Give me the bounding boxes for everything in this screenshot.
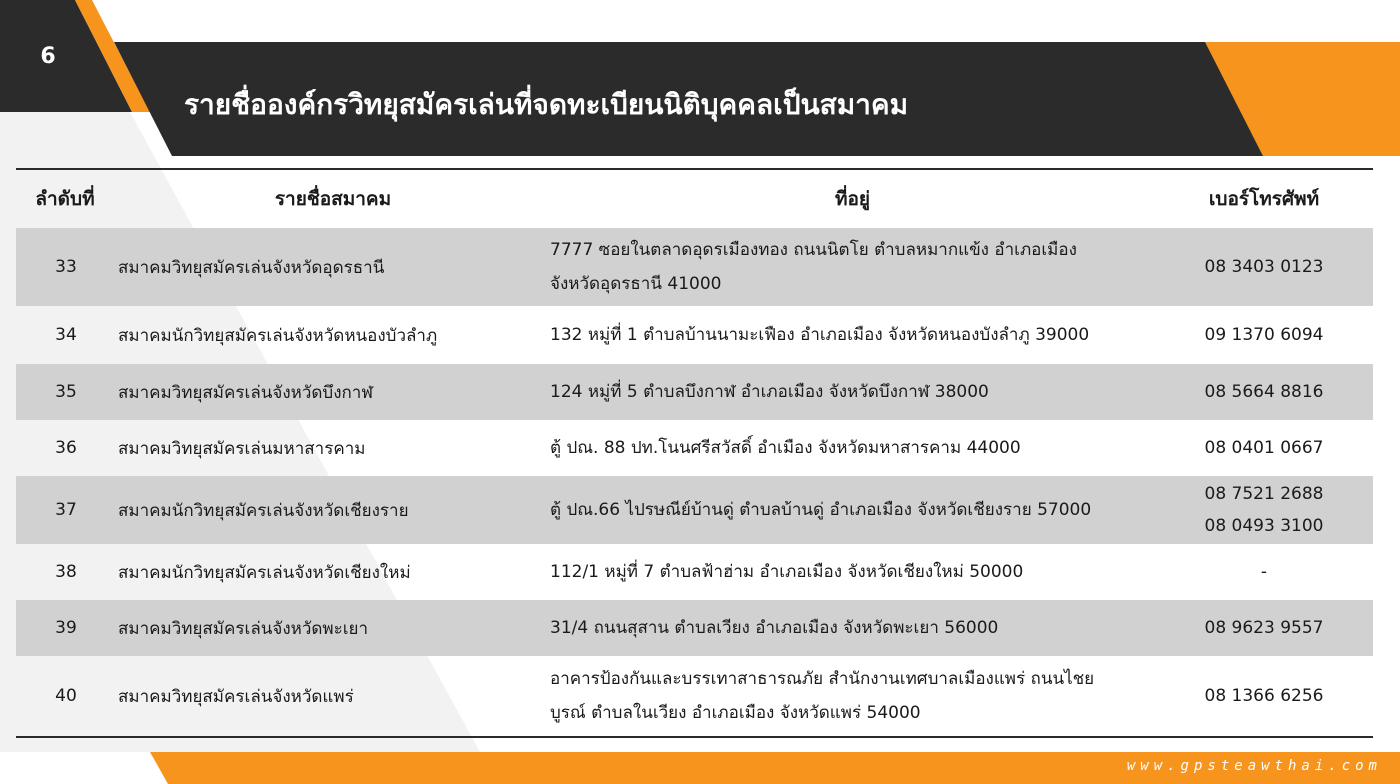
table-row — [16, 476, 1373, 544]
watermark: www.gpsteawthai.com — [1126, 758, 1382, 774]
row-number: 38 — [55, 562, 77, 582]
address-line: ตู้ ปณ. 88 ปท.โนนศรีสวัสดิ์ อำเมือง จังหวัดมหาสารคาม 44000 — [550, 438, 1021, 458]
row-number: 33 — [55, 257, 77, 277]
row-number: 35 — [55, 382, 77, 402]
table-row — [16, 544, 1373, 600]
phone-line: 08 0493 3100 — [1204, 516, 1324, 536]
header-number: ลำดับที่ — [35, 188, 95, 210]
association-address — [550, 431, 1155, 465]
row-number: 37 — [55, 500, 77, 520]
phone-number — [1155, 612, 1373, 644]
phone-line: 09 1370 6094 — [1204, 325, 1324, 345]
address-line: ตู้ ปณ.66 ไปรษณีย์บ้านดู่ ตำบลบ้านดู่ อำเภอเมือง จังหวัดเชียงราย 57000 — [550, 500, 1092, 520]
association-name: สมาคมวิทยุสมัครเล่นมหาสารคาม — [118, 438, 366, 459]
association-name: สมาคมนักวิทยุสมัครเล่นจังหวัดเชียงใหม่ — [118, 562, 411, 583]
page-title: รายชื่อองค์กรวิทยุสมัครเล่นที่จดทะเบียนนิติบุคคลเป็นสมาคม — [184, 88, 909, 121]
association-address — [550, 233, 1155, 301]
phone-line: 08 5664 8816 — [1204, 382, 1324, 402]
phone-line: - — [1260, 562, 1268, 582]
header-name: รายชื่อสมาคม — [274, 188, 392, 210]
association-address — [550, 662, 1155, 730]
address-line: จังหวัดอุดรธานี 41000 — [550, 274, 722, 294]
row-number: 36 — [55, 438, 77, 458]
row-number: 34 — [55, 325, 77, 345]
row-number: 39 — [55, 618, 77, 638]
table-row — [16, 420, 1373, 476]
address-line: 124 หมู่ที่ 5 ตำบลบึงกาฬ อำเภอเมือง จังหวัดบึงกาฬ 38000 — [550, 382, 989, 402]
page-number: 6 — [40, 44, 56, 69]
table-body — [16, 228, 1373, 736]
phone-line: 08 7521 2688 — [1204, 484, 1324, 504]
address-line: 31/4 ถนนสุสาน ตำบลเวียง อำเภอเมือง จังหวัดพะเยา 56000 — [550, 618, 999, 638]
phone-line: 08 0401 0667 — [1204, 438, 1324, 458]
address-line: 7777 ซอยในตลาดอุดรเมืองทอง ถนนนิตโย ตำบลหมากแข้ง อำเภอเมือง — [550, 240, 1077, 260]
association-name: สมาคมวิทยุสมัครเล่นจังหวัดพะเยา — [118, 618, 369, 639]
address-line: 132 หมู่ที่ 1 ตำบลบ้านนามะเฟือง อำเภอเมือง จังหวัดหนองบังลำภู 39000 — [550, 325, 1090, 345]
row-number: 40 — [55, 686, 77, 706]
association-address — [550, 375, 1155, 409]
phone-number — [1155, 478, 1373, 542]
phone-number — [1155, 680, 1373, 712]
table-row — [16, 600, 1373, 656]
table-row — [16, 228, 1373, 306]
phone-line: 08 9623 9557 — [1204, 618, 1324, 638]
phone-line: 08 3403 0123 — [1204, 257, 1324, 277]
association-address — [550, 318, 1155, 352]
table-row — [16, 306, 1373, 364]
association-address — [550, 611, 1155, 645]
association-address — [550, 493, 1155, 527]
phone-number — [1155, 556, 1373, 588]
table-header — [16, 170, 1373, 228]
address-line: 112/1 หมู่ที่ 7 ตำบลฟ้าฮ่าม อำเภอเมือง จังหวัดเชียงใหม่ 50000 — [550, 562, 1024, 582]
header-address: ที่อยู่ — [834, 188, 871, 210]
phone-number — [1155, 251, 1373, 283]
association-table — [16, 168, 1373, 738]
table-row — [16, 656, 1373, 736]
association-name: สมาคมนักวิทยุสมัครเล่นจังหวัดเชียงราย — [118, 500, 409, 521]
table-row — [16, 364, 1373, 420]
phone-line: 08 1366 6256 — [1204, 686, 1324, 706]
association-name: สมาคมวิทยุสมัครเล่นจังหวัดบึงกาฬ — [118, 382, 373, 403]
address-line: บูรณ์ ตำบลในเวียง อำเภอเมือง จังหวัดแพร่ 54000 — [550, 703, 921, 723]
association-name: สมาคมนักวิทยุสมัครเล่นจังหวัดหนองบัวลำภู — [118, 325, 438, 346]
association-address — [550, 555, 1155, 589]
header-phone: เบอร์โทรศัพท์ — [1208, 188, 1320, 210]
phone-number — [1155, 319, 1373, 351]
phone-number — [1155, 432, 1373, 464]
phone-number — [1155, 376, 1373, 408]
association-name: สมาคมวิทยุสมัครเล่นจังหวัดแพร่ — [118, 686, 354, 707]
association-name: สมาคมวิทยุสมัครเล่นจังหวัดอุดรธานี — [118, 257, 385, 278]
address-line: อาคารป้องกันและบรรเทาสาธารณภัย สำนักงานเทศบาลเมืองแพร่ ถนนไชย — [550, 669, 1095, 689]
